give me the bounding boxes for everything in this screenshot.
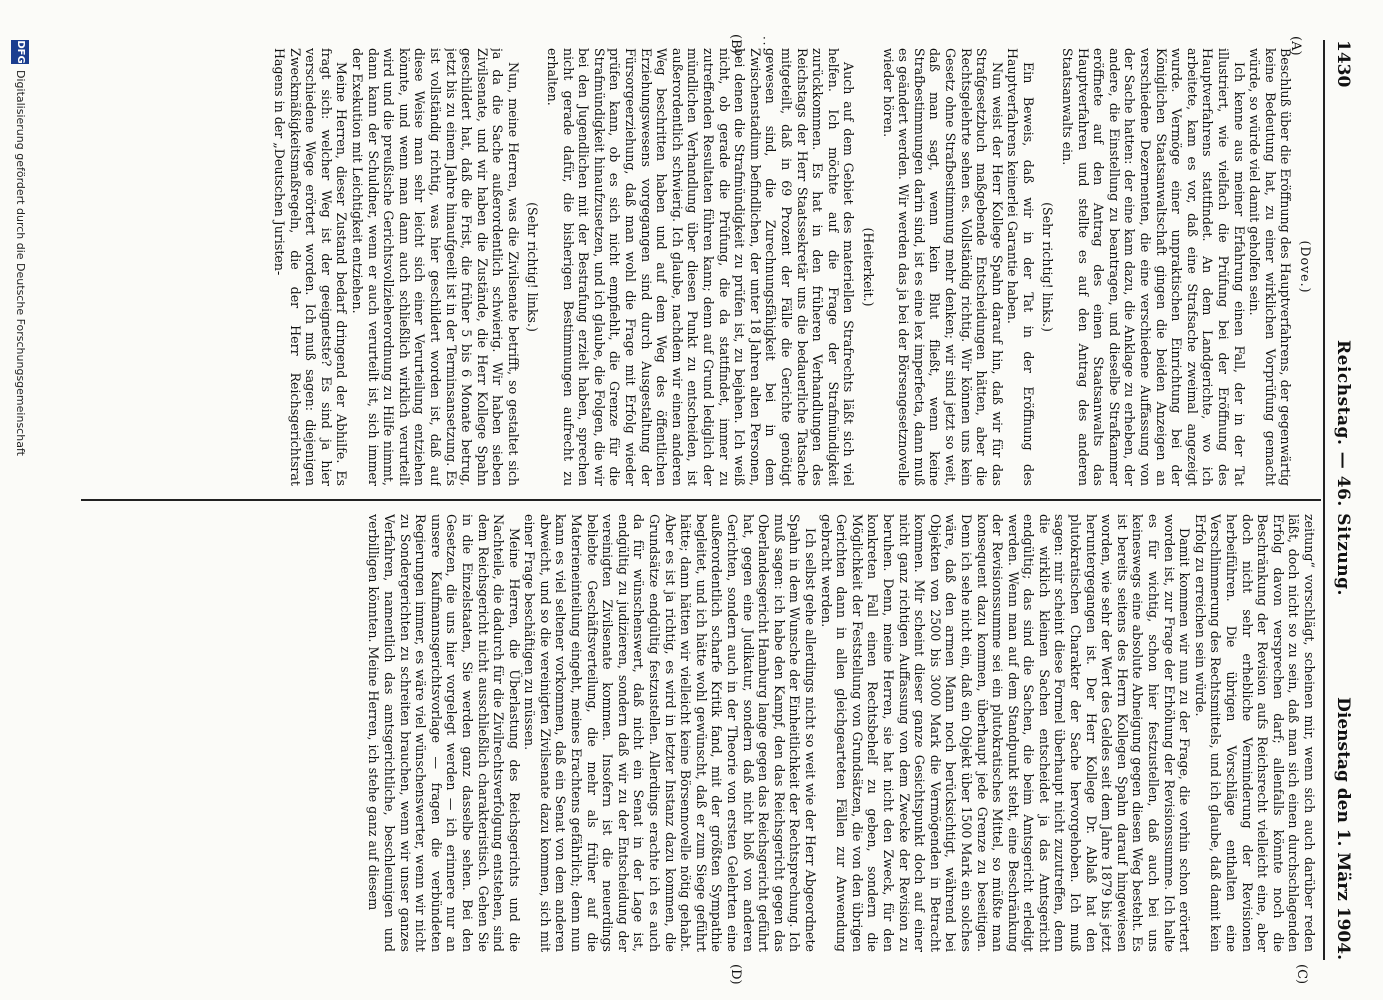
paragraph: Beschluß über die Eröffnung des Hauptverfahrens, der gegenwärtig keine Bedeutung hat, zu einer wirklichen Vorprüfung gemacht würde, so würde viel damit geholfen sein. (1247, 48, 1294, 486)
paragraph: Ein Beweis, daß wir in der Tat in der Eröffnung des Hauptverfahrens keinerlei Garantie haben. (1005, 48, 1036, 486)
stage-direction: (Heiterkeit.) (860, 227, 876, 307)
margin-mark-d: (D) (728, 964, 743, 985)
speaker-name: (Dove.) (1298, 240, 1313, 294)
paragraph: zeitung“ vorschlägt, scheinen mir, wenn sich auch darüber reden läßt, doch nicht so zu sein, daß man sich einen durchschlagenden Erfolg davon versprechen darf; allenfalls könnte noch die Beschränkung der Revision aufs Reichsrecht vielleicht eine, aber doch nicht sehr erhebliche Verminderung der Revisionen herbeiführen. Die übrigen Vorschläge enthalten eine Verschlimmerung des Rechtsmittels, und ich glaube, daß damit kein Erfolg zu erreichen sein würde. (1192, 514, 1317, 952)
page-header (1323, 40, 1353, 960)
margin-mark-b: (B) (728, 34, 743, 54)
page-title: Reichstag. — 46. Sitzung. (1333, 340, 1353, 596)
margin-dots: · · · (757, 36, 771, 51)
right-column (87, 514, 1317, 952)
paragraph: Nun weist der Herr Kollege Spahn darauf hin, daß wir für das Strafgesetzbuch maßgebende Entscheidungen hätten, aber die Rechtsgelehrte sehen es. Vollständig richtig. Wir können uns kein Gesetz ohne Strafbestimmung mehr denken; wir sind jetzt so weit, daß man sagt, wenn kein Blut fließt, wenn keine Strafbestimmungen darin sind, ist es eine lex imperfecta, dann muß es geändert werden. Wir werden das ja bei der Börsengesetznovelle wieder hören. (880, 48, 1005, 486)
paragraph: Nun, meine Herren, was die Zivilsenate betrifft, so gestaltet sich ja da die Sache außerordentlich schwierig. Wir haben sieben Zivilsenate, und wir haben die Zustände, die Herr Kollege Spahn geschildert hat, daß die Frist, die früher 5 bis 6 Monate betrug, jetzt bis zu einem Jahre hinaufgeeilt ist in der Terminsansetzung. Es ist vollständig richtig, was hier geschildert worden ist, daß auf diese Weise man sehr leicht sich einer Verurteilung entziehen könnte, und wenn man dann auch schließlich wirklich verurteilt wird und die preußische Gerichtsvollzieherordnung zu Hilfe nimmt, dann kann der Schuldner, wenn er auch verurteilt ist, sich immer der Exekution mit Leichtigkeit entziehen. (349, 48, 521, 486)
left-column (87, 48, 1317, 486)
stage-direction: (Sehr richtig! links.) (525, 202, 541, 332)
paragraph: Meine Herren, die Überlastung des Reichsgerichts und die Nachteile, die dadurch für die Zivilrechtsverfolgung entstehen, sind dem Reichsgericht nicht ausschließlich charakteristisch. Gehen Sie in die Einzelstaaten, Sie werden ganz dasselbe sehen. Bei den Gesetzen, die uns hier vorgelegt werden — ich erinnere nur an unsere Kaufmannsgerichtsvorlage — fragen die verbündeten Regierungen immer, es wäre viel wünschenswerter, wenn wir nicht zu Sondergerichten zu schreiten brauchen, wenn wir unser ganzes Verfahren, namentlich das amtsgerichtliche, beschleunigen und verbilligen könnten. Meine Herren, ich stehe ganz auf diesem (366, 514, 522, 952)
funding-note: Digitalisierung gefördert durch die Deutsche Forschungsgemeinschaft (14, 70, 27, 456)
dfg-logo: DFG (11, 40, 29, 64)
paragraph: Damit kommen wir nun zu der Frage, die vorhin schon erörtert worden ist, zur Frage der Erhöhung der Revisionssumme. Ich halte es für wichtig, schon hier festzustellen, daß auch bei uns keineswegs eine absolute Abneigung gegen diesen Weg besteht. Es ist bereits seitens des Herrn Kollegen Spahn darauf hingewiesen worden, wie sehr der Wert des Geldes seit dem Jahre 1879 bis jetzt heruntergegangen ist. Der Herr Kollege Dr. Ablaß hat den plutokratischen Charakter der Sache hervorgehoben. Ich muß sagen: mir scheint diese Formel überhaupt nicht zuzutreffen, denn die wirklich kleinen Sachen entscheidet ja das Amtsgericht endgültig; das sind die Sachen, die beim Amtsgericht erledigt werden. Wenn man auf dem Standpunkt steht, eine Beschränkung der Revisionssumme sei ein plutokratisches Mittel, so müßte man konsequent dazu kommen, überhaupt jede Grenze zu beseitigen. Denn ich sehe nicht ein, daß ein Objekt über 1500 Mark ein solches wäre, daß den armen Mann noch berücksichtigt, während bei Objekten von 2500 bis 3000 Mark die Vermögenden in Betracht kommen. Mir scheint dieser ganze Gesichtspunkt doch auf einer nicht ganz richtigen Auffassung von dem Zwecke der Revision zu beruhen. Denn, meine Herren, sie hat nicht den Zweck, für den konkreten Fall einen Rechtsbehelf zu geben, sondern die Möglichkeit der Feststellung von Grundsätzen, die von den übrigen Gerichten dann in allen gleichgearteten Fällen zur Anwendung gebracht werden. (818, 514, 1193, 952)
margin-mark-a: (A) (1288, 36, 1303, 56)
page-footer (5, 40, 51, 960)
header-rule (1323, 40, 1325, 960)
stage-direction: (Sehr richtig! links.) (1040, 202, 1056, 332)
session-date: Dienstag den 1. März 1904. (1333, 697, 1353, 960)
margin-mark-c: (C) (1294, 964, 1309, 985)
paragraph: Auch auf dem Gebiet des materiellen Strafrechts läßt sich viel helfen. Ich möchte auf die Frage der Strafmündigkeit zurückkommen. Es hat in den früheren Verhandlungen des Reichstags der Herr Staatssekretär uns die bedauerliche Tatsache mitgeteilt, daß in 69 Prozent der Fälle die Gerichte genötigt gewesen sind, die Zurechnungsfähigkeit bei in dem Zwischenstadium befindlichen, der unter 18 Jahren alten Personen, bei denen die Strafmündigkeit zu prüfen ist, zu bejahen. Ich weiß nicht, ob gerade die Prüfung, die da stattfindet, immer zu zutreffenden Resultaten führen kann; denn auf Grund lediglich der mündlichen Verhandlung über diesen Punkt zu entscheiden, ist außerordentlich schwierig. Ich glaube, nachdem wir einen anderen Weg beschritten haben und auf dem Weg des öffentlichen Erziehungswesens vorgegangen sind durch Ausgestaltung der Fürsorgeerziehung, daß man wohl die Frage mit Erfolg wieder prüfen kann, ob es sich nicht empfiehlt, die Grenze für die Strafmündigkeit hinaufzusetzen, und ich glaube, die Folgen, die wir bei den Jugendlichen mit der Bestrafung erzielt haben, sprechen nicht gerade dafür, die bisherigen Bestimmungen aufrecht zu erhalten. (545, 48, 857, 486)
paragraph: Ich kenne aus meiner Erfahrung einen Fall, der in der Tat illustriert, wie vielfach die Prüfung bei der Eröffnung des Hauptverfahrens stattfindet. An dem Landgerichte, wo ich arbeitete, kam es vor, daß eine Strafsache zweimal angezeigt wurde. Vermöge einer unpraktischen Einrichtung bei der Königlichen Staatsanwaltschaft gingen die beiden Anzeigen an verschiedene Dezernenten, die eine verschiedene Auffassung von der Sache hatten: der eine kam dazu, die Anklage zu erheben, der andere, die Einstellung zu beantragen, und dieselbe Strafkammer eröffnete auf den Antrag des einen Staatsanwalts das Hauptverfahren und stellte es auf den Antrag des anderen Staatsanwalts ein. (1060, 48, 1247, 486)
column-divider (81, 499, 1321, 501)
paragraph: Meine Herren, dieser Zustand bedarf dringend der Abhilfe. Es fragt sich: welcher Weg ist der geeignetste? Es sind ja hier verschiedene Wege erörtert worden. Ich muß sagen: diejenigen Zweckmäßigkeitsmaßregeln, die der Herr Reichsgerichtsrat Hagens in der „Deutschen Juristen- (272, 48, 350, 486)
page-number: 1430 (1333, 40, 1353, 88)
paragraph: Ich selbst gehe allerdings nicht so weit wie der Herr Abgeordnete Spahn in dem Wunsche der Einheitlichkeit der Rechtsprechung. Ich muß sagen: ich habe den Kampf, den das Reichsgericht gegen das Oberlandesgericht Hamburg lange gegen das Reichsgericht geführt hat, gegen eine Judikatur, sondern daß nicht bloß von anderen Gerichten, sondern auch in der Theorie von ersten Gelehrten eine außerordentlich scharfe Kritik fand, mit der größten Sympathie begleitet, und ich hätte wohl gewünscht, daß er zum Siege geführt hätte; dann hätten wir vielleicht keine Börsennovelle nötig gehabt. Aber es ist ja richtig, es wird in letzter Instanz dazu kommen, die Grundsätze endgültig festzustellen. Allerdings erachte ich es auch da für wünschenswert, daß nicht ein Senat in der Lage ist, endgültig zu judizieren, sondern daß wir zu der Entscheidung der vereinigten Zivilsenate kommen. Insofern ist die neuerdings beliebte Geschäftsverteilung, die mehr als früher auf die Materieneinteilung eingeht, meines Erachtens gefährlich; denn nun kann es viel seltener vorkommen, daß ein Senat von dem anderen abweicht, und so die vereinigten Zivilsenate dazu kommen, sich mit einer Frage beschäftigen zu müssen. (522, 514, 818, 952)
